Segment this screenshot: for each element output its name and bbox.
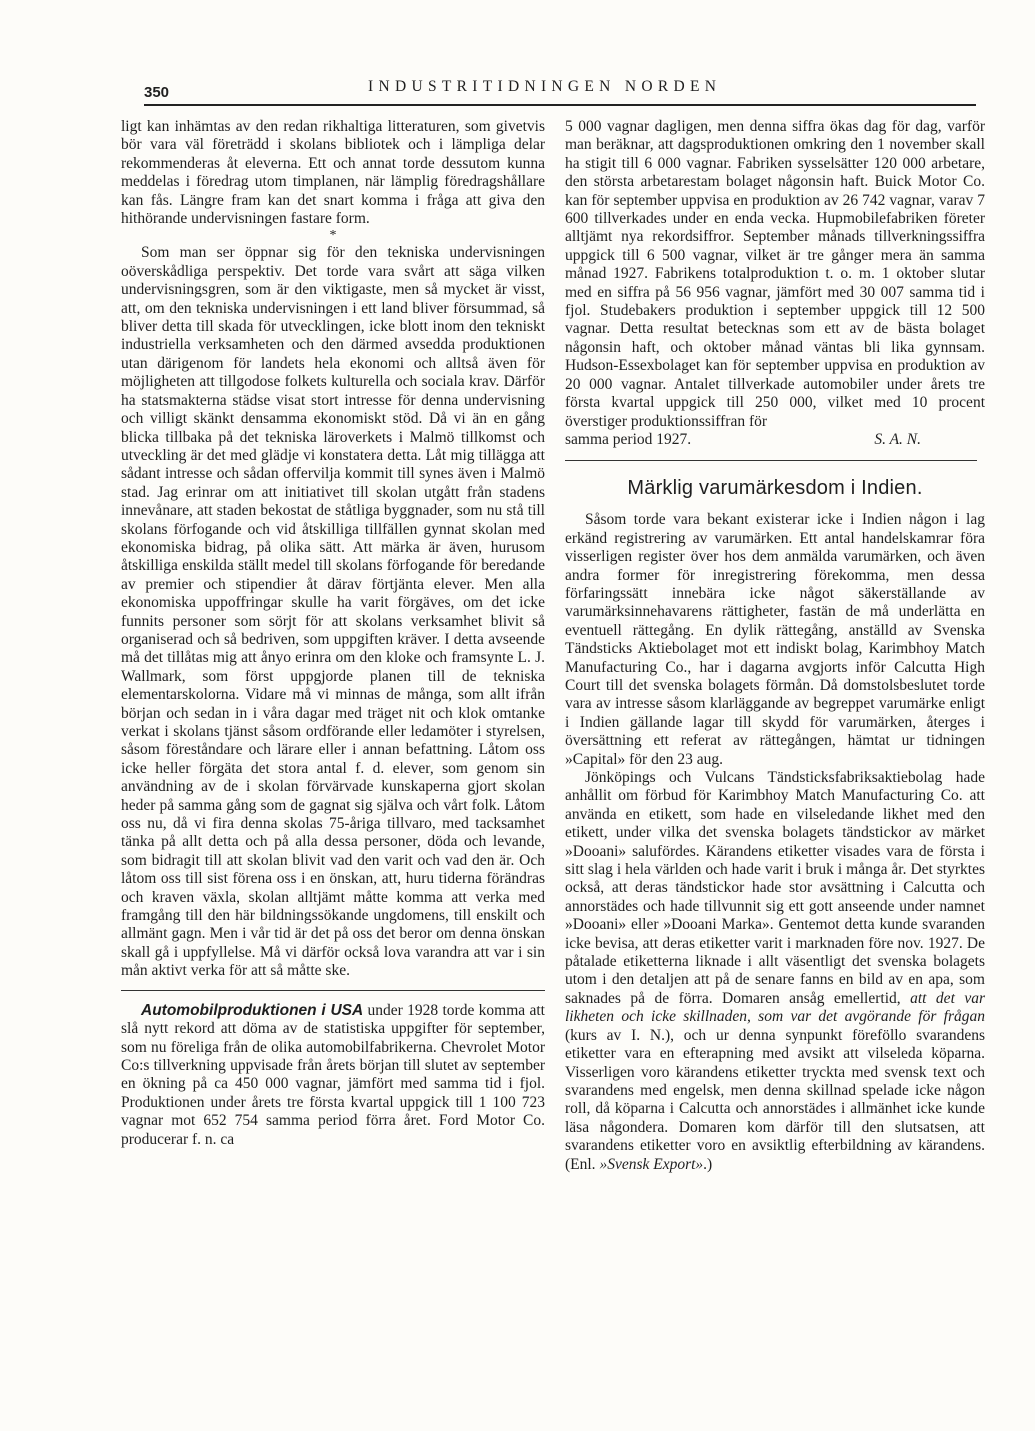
header-rule (144, 104, 976, 106)
automobile-article (121, 1002, 545, 1149)
article-closing-line (565, 431, 985, 449)
italic-quote: att det var likheten och icke skillnaden, som var det avgörande för frågan (565, 989, 985, 1026)
right-column (565, 118, 985, 1174)
text-run: .) (703, 1155, 713, 1173)
article-headline: Märklig varumärkesdom i Indien. (627, 477, 923, 500)
text-run: (kurs av I. N.), och ur denna synpunkt föreföllo svarandens etiketter vara en efterapning med avsikt att vilseleda köparna. Visserligen voro kärandens etiketter tryckta med svensk text och svarandens med engelsk, men denna skillnad spelade icke någon roll, då köparna i Calcutta och annorstädes i allmänhet icke kunde läsa någondera. Domaren kom därför till den slutsatsen, att svarandens etiketter voro en avsiktlig efterbildning av kärandens. (Enl. (565, 1026, 985, 1173)
running-title: INDUSTRITIDNINGEN NORDEN (368, 78, 722, 95)
left-column (121, 118, 545, 1149)
article-text: under 1928 torde komma att slå nytt rekord att döma av de statistiska uppgifter för september, som nu föreliga från de olika automobilfabrikerna. Chevrolet Motor Co:s tillverkning uppvisade från årets början till slutet av september en ökning på ca 450 000 vagnar, jämfört med samma tid i fjol. Produktionen under årets tre första kvartal uppgick till 1 100 723 vagnar mot 652 754 samma period förra året. Ford Motor Co. producerar f. n. ca (121, 1001, 545, 1148)
paragraph: Såsom torde vara bekant existerar icke i Indien någon i lag erkänd registrering av varumärken. Ett antal handelskamrar föra visserligen register över hos dem anmälda varumärken, och även andra former för inregistrering förekomma, men dessa förfaringssätt innebära icke något säkerställande av varumärksinnehavarens rättigheter, fastän de må underlätta en eventuell rättegång. En dylik rättegång, anställd av Svenska Tändsticks Aktiebolaget mot ett indiskt bolag, Karimbhoy Match Manufacturing Co., har i dagarna avgjorts inför Calcutta High Court till det svenska bolagets förmån. Då domstolsbeslutet torde vara av intresse såsom klarläggande av begreppet varumärke enligt i Indien gällande lagar till skydd för varumärken, återges i översättning ett referat av rättegången, hämtat ur tidningen »Capital» för den 23 aug. (565, 511, 985, 768)
article-lead: Automobilproduktionen i USA (141, 1001, 364, 1019)
page-number: 350 (144, 84, 170, 101)
article-last-line: samma period 1927. (565, 430, 692, 448)
page-header (120, 74, 976, 106)
section-asterisk: * (329, 228, 337, 244)
section-rule (121, 990, 545, 991)
paragraph: Som man ser öppnar sig för den tekniska undervisningen oöverskådliga perspektiv. Det torde vara svårt att säga vilken undervisningsgren, som är den viktigaste, men så mycket är visst, att, om den tekniska undervisningen i ett land bliver försummad, så bliver detta till skada för utvecklingen, icke blott inom den tekniskt industriella verksamheten och den därmed avsedda produktionen utan därigenom för landets hela ekonomi och alltså även för möjligheten att tillgodose folkets kulturella och sociala krav. Därför ha statsmakterna städse visat stort intresse för denna undervisning och villigt skänkt densamma ekonomiskt stöd. Då vi än en gång blicka tillbaka på det tekniska läroverkets i Malmö tillkomst och utveckling är det med glädje vi konstatera detta. Låt mig tillägga att sådant intresse och sådan offervilja kommit till synes även i Malmö stad. Jag erinrar om att initiativet till skolan utgått från stadens innevånare, att staden bekostat de ståtliga byggnader, som nu stå till skolans förfogande och vid åtskilliga tillfällen gynnat skolan med ekonomiska bidrag, på olika sätt. Att märka är även, hurusom åtskilliga enskilda ställt medel till skolans förfogande för beredande av premier och stipendier åt därav förtjänta elever. Men alla ekonomiska uppoffringar skulle ha varit förgäves, om det icke funnits personer som sörjt för att skolans verksamhet blivit så organiserad och så bedriven, som uppgiften kräver. I detta avseende må det tillåtas mig att ånyo erinra om den kloke och framsynte L. J. Wallmark, som först uppgjorde planen till de tekniska elementarskolorna. Vidare må vi minnas de många, som allt ifrån början och sedan in i våra dagar med träget nit och klok omtanke verkat i skolans tjänst såsom ordförande eller ledamöter i styrelsen, såsom föreståndare och lärare eller i annan befattning. Låtom oss icke heller förgäta det stora antal f. d. elever, som genom sin användning av de i skolan förvärvade kunskaperna gjort skolan heder på samma gång som de gagnat sig själva och vårt folk. Låtom oss nu, då vi fira denna skolas 75-åriga tillvaro, med tacksamhet tänka på allt detta och på alla dessa personer, döda och levande, som bidragit till att skolan blivit vad den varit och vad den är. Och låtom oss till sist förena oss i en önskan, att, huru tiderna förändras och kraven växla, skolan alltjämt måtte komma att verka med framgång till den här bildningssökande ungdomens, till enskilt och allmänt gagn. Men i vår tid är det på oss det beror om denna önskan skall gå i uppfyllelse. Må vi därför också lova varandra att var i sin mån aktivt verka för att så måtte ske. (121, 244, 545, 980)
paragraph (565, 769, 985, 1174)
source-name: »Svensk Export» (599, 1155, 704, 1173)
author-signature: S. A. N. (874, 430, 921, 448)
paragraph: ligt kan inhämtas av den redan rikhaltiga litteraturen, som givetvis bör vara väl företrädd i skolans bibliotek och i lämpliga delar rekommenderas åt eleverna. Ett och annat torde dessutom kunna meddelas i föredrag utom timplanen, när lämplig föredragshållare kan fås. Längre fram kan det snart komma i fråga att giva den hithörande undervisningen fastare form. (121, 118, 545, 228)
section-rule (565, 460, 977, 461)
text-run: Jönköpings och Vulcans Tändsticksfabriksaktiebolag hade anhållit om förbud för Karimbhoy Match Manufacturing Co. att använda en etikett, som hade en vilseledande likhet med den etikett, under vilka det svenska bolagets tändstickor av märket »Dooani» salufördes. Kärandens etiketter visades vara de första i sitt slag i hela världen och hade varit i bruk i många år. Det styrktes också, att deras tändstickor hade stor avsättning i Calcutta och annorstädes och hade tillvunnit sig ett gott anseende under namnet »Dooani» eller »Dooani Marka». Gentemot detta kunde svaranden icke bevisa, att deras etiketter varit i marknaden före nov. 1927. De påtalade etiketterna liknade i allt väsentligt det svenska bolagets utom i den detaljen att på de senare fanns en bild av en apa, som saknades på de förra. Domaren ansåg emellertid, (565, 769, 985, 1007)
article-continuation: 5 000 vagnar dagligen, men denna siffra ökas dag för dag, varför man beräknar, att dagsproduktionen omkring den 1 november skall ha stigit till 6 000 vagnar. Fabriken sysselsätter 120 000 arbetare, den största arbetarestam bolaget någonsin haft. Buick Motor Co. kan för september uppvisa en produktion av 26 742 vagnar, varav 7 600 tillverkades under en enda vecka. Hupmobilefabriken företer alltjämt nya rekordsiffror. September månads tillverkningssiffra uppgick till 6 500 vagnar, vilket är tre gånger mera än samma månad 1927. Fabrikens totalproduktion t. o. m. 1 oktober slutar med en siffra på 56 956 vagnar, jämfört med 30 007 samma tid i fjol. Studebakers produktion i september uppgick till 12 500 vagnar. Detta resultat betecknas som ett av de bästa bolaget någonsin haft, och oktober månad väntas bli lika gynnsam. Hudson-Essexbolaget kan för september uppvisa en produktion av 20 000 vagnar. Antalet tillverkade automobiler under årets tre första kvartal uppgick till 250 000, vilket med 10 procent överstiger produktionssiffran för (565, 118, 985, 430)
